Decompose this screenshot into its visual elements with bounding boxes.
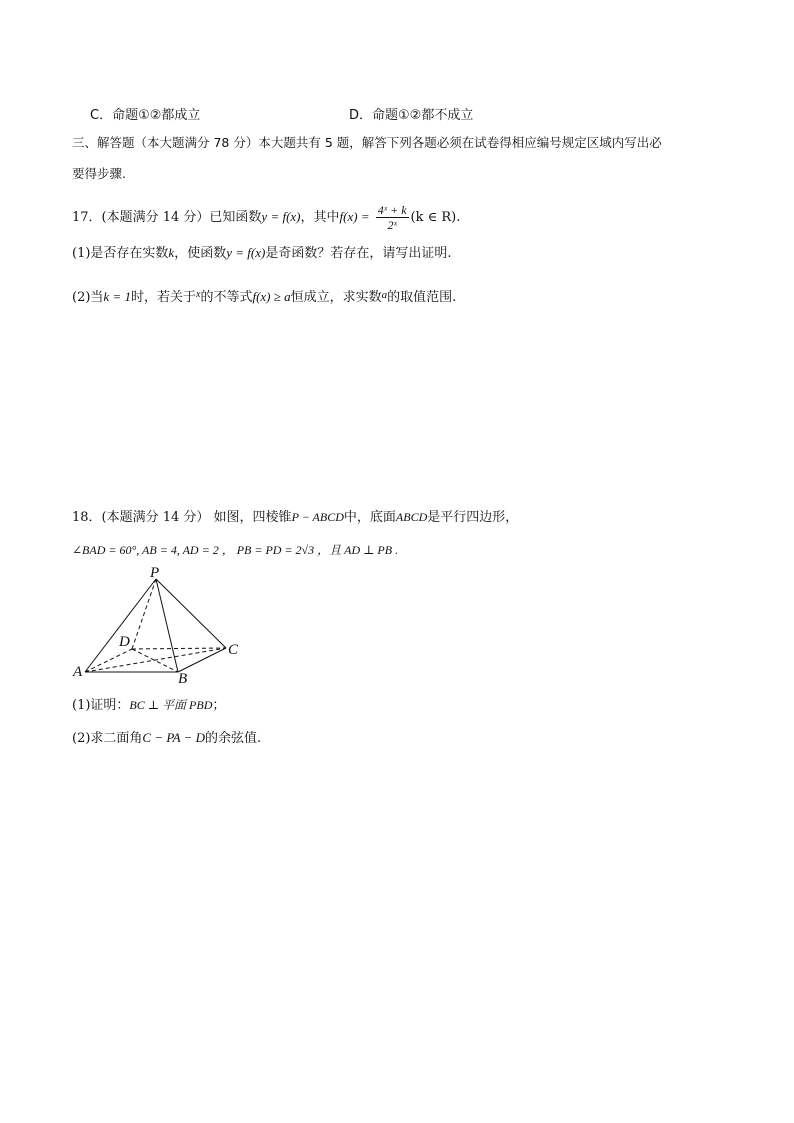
label-d: D xyxy=(119,634,130,650)
pyramid-figure xyxy=(70,565,260,685)
q17-fraction-numerator: 4ˣ + k xyxy=(377,203,407,217)
q17-prefix: 17．(本题满分 14 分）已知函数 xyxy=(72,210,262,225)
q18-stem xyxy=(72,508,518,527)
q17-part2-text-d: 恒成立，求实数 xyxy=(290,290,382,305)
q17-part2-text-a: (2)当 xyxy=(72,290,104,305)
q17-fx: f(x) = xyxy=(339,209,370,224)
q18-pyramid: P − ABCD xyxy=(291,510,344,524)
q18-part1-text-b: ； xyxy=(212,698,226,713)
q17-mid: ，其中 xyxy=(300,210,340,225)
q17-fraction xyxy=(376,203,409,232)
q17-function: y = f(x) xyxy=(261,209,301,224)
q18-part2-math: C − PA − D xyxy=(142,730,205,745)
q17-part2-x: x xyxy=(195,289,201,300)
q17-part2-text-c: 的不等式 xyxy=(200,290,253,305)
option-c: C．命题①②都成立 xyxy=(90,108,201,123)
q18-conditions: ∠BAD = 60°, AB = 4, AD = 2 ， PB = PD = 2√3 ，且 AD ⊥ PB . xyxy=(72,543,399,557)
q18-part1 xyxy=(72,696,225,715)
label-c: C xyxy=(228,642,239,658)
label-b: B xyxy=(178,671,188,685)
q17-part1-function: y = f(x) xyxy=(226,245,266,260)
label-p: P xyxy=(150,565,160,581)
q18-mid: 中，底面 xyxy=(343,510,396,525)
q18-part2-text-a: (2)求二面角 xyxy=(72,731,143,746)
q17-part1-text-b: ，使函数 xyxy=(174,246,227,261)
q18-part1-math: BC ⊥ 平面 PBD xyxy=(129,698,213,712)
q18-part2-text-b: 的余弦值. xyxy=(205,731,262,746)
q17-condition: (k ∈ R) xyxy=(410,210,457,225)
section-heading-line2: 要得步骤. xyxy=(72,166,126,181)
q17-part1-k: k xyxy=(168,245,175,260)
q17-part2-text-e: 的取值范围. xyxy=(387,290,457,305)
q17-part1 xyxy=(72,244,451,263)
q17-part2 xyxy=(72,286,456,307)
section-heading-line1: 三、解答题（本大题满分 78 分）本大题共有 5 题，解答下列各题必须在试卷得相应编号规定区域内写出必 xyxy=(72,135,662,150)
q17-part1-text-c: 是奇函数？若存在，请写出证明. xyxy=(265,246,452,261)
q18-prefix: 18．(本题满分 14 分） 如图，四棱锥 xyxy=(72,510,292,525)
q18-end: 是平行四边形， xyxy=(427,510,519,525)
label-a: A xyxy=(73,664,83,680)
q18-part1-text-a: (1)证明： xyxy=(72,698,130,713)
q17-part1-text-a: (1)是否存在实数 xyxy=(72,246,169,261)
q18-base: ABCD xyxy=(395,510,428,524)
q17-end: . xyxy=(456,210,461,225)
q17-part2-text-b: 时，若关于 xyxy=(130,290,196,305)
q17-fraction-denominator: 2ˣ xyxy=(387,218,397,232)
q17-part2-k: k = 1 xyxy=(103,289,131,304)
q17-part2-inequality: f(x) ≥ a xyxy=(252,289,291,304)
q17-part2-a: a xyxy=(381,289,388,301)
option-d: D．命题①②都不成立 xyxy=(349,108,474,123)
q18-part2 xyxy=(72,729,261,748)
q17-stem xyxy=(72,203,460,232)
